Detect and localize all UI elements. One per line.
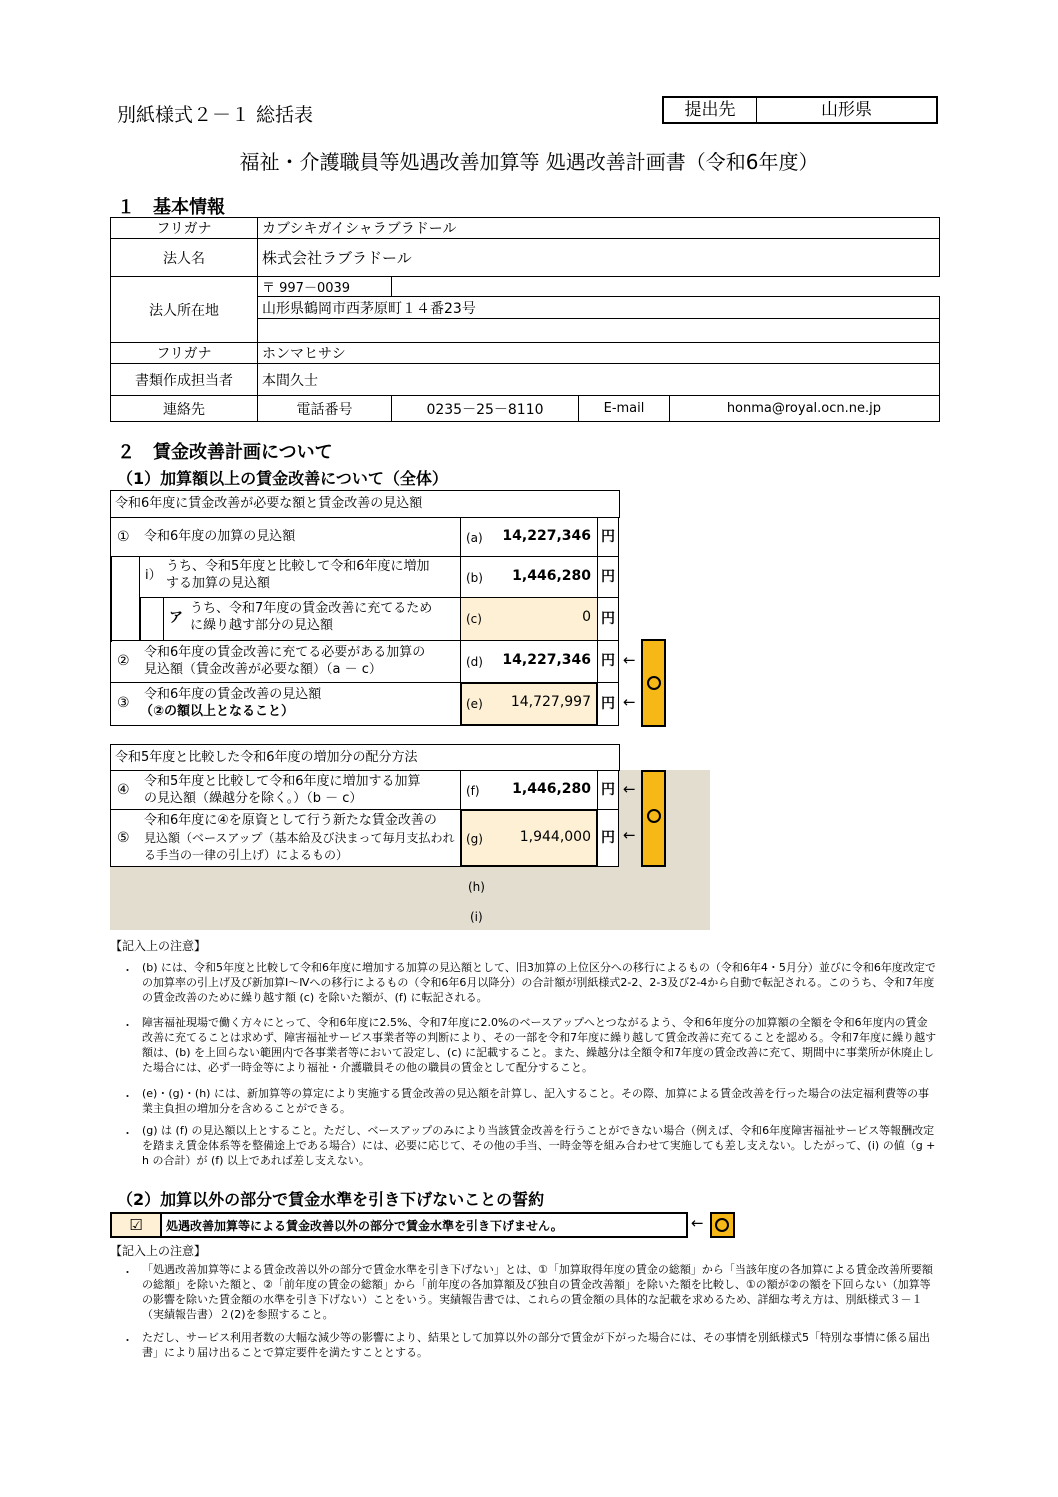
row-h-letter: (h) [468,880,485,894]
row-i-letter: (b) [466,571,483,585]
row4-text1: 令和5年度と比較して令和6年度に増加する加算 [144,774,421,789]
corp-name-label: 法人名 [111,239,258,277]
furigana-label-2: フリガナ [111,343,258,364]
page-title: 福祉・介護職員等処遇改善加算等 処遇改善計画書（令和6年度） [239,150,819,174]
row1-yen: 円 [597,517,619,557]
row3-text2: （②の額以上となること） [140,704,295,719]
row-i-total-letter: (i) [470,910,483,924]
row5-text3: る手当の一律の引上げ）によるもの） [144,848,349,862]
furigana-corp: カブシキガイシャラブラドール [258,218,940,239]
row3-text1: 令和6年度の賃金改善の見込額 [144,687,322,702]
note4-text: (g) は (f) の見込額以上とすること。ただし、ベースアップのみにより当該賃金改善を行うことができない場合（例えば、令和6年度障害福祉サービス等報酬改定を踏まえ賃金体系等を整備途上である場合）には、必要に応じて、その他の手当、一時金等を組み合わせて実施しても差し支えない。したがって、(i) の値（g + h の合計）が (f) 以上であれば差し支えない。 [142,1124,936,1167]
row3-value: 14,727,997 [510,694,591,710]
contact-label: 連絡先 [111,396,258,422]
row4-text2: の見込額（繰越分を除く。）（b － c） [144,791,363,806]
section1-heading: １ 基本情報 [117,197,225,218]
row3-arrow-icon: ← [623,693,636,711]
address: 山形県鶴岡市西茅原町１４番23号 [258,297,940,319]
row-a-text2: に繰り越す部分の見込額 [190,618,334,633]
note5-text: 「処遇改善加算等による賃金改善以外の部分で賃金水準を引き下げない」とは、①「加算取得年度の賃金の総額」から「当該年度の各加算による賃金改善所要額の総額」を除いた額と、②「前年度の賃金の総額」から「前年度の各加算額及び独自の賃金改善額」を除いた額を比較し、①の額が②の額を下回らない（加算等の影響を除いた賃金額の水準を引き下げない）ことをいう。実績報告書では、これらの賃金額の具体的な記載を求めるため、詳細な考え方は、別紙様式３－１（実績報告書）２(2)を参照すること。 [142,1263,933,1321]
row2-value: 14,227,346 [502,652,591,668]
row3-yen: 円 [597,682,619,726]
row4-number: ④ [117,782,130,798]
row5-letter: (g) [466,832,483,846]
row4-letter: (f) [466,784,480,798]
row-i-number: ⅰ） [145,568,162,583]
circle-check-icon [715,1218,729,1232]
row-i-value: 1,446,280 [512,568,591,584]
email-label: E-mail [579,396,670,422]
submit-value: 山形県 [821,100,872,120]
row1-letter: (a) [466,531,483,545]
row5-text2: 見込額（ベースアップ（基本給及び決まって毎月支払われ [144,831,455,845]
postal-code: 〒 997－0039 [258,277,392,297]
author-label: 書類作成担当者 [111,364,258,396]
row2-text1: 令和6年度の賃金改善に充てる必要がある加算の [144,645,426,660]
author-name: 本間久士 [258,364,940,396]
note1-text: (b) には、令和5年度と比較して令和6年度に増加する加算の見込額として、旧3加算の上位区分への移行によるもの（令和6年4・5月分）並びに令和6年度改定での加算率の引上げ及び新加算Ⅰ～Ⅳへの移行によるもの（令和6年6月以降分）の合計額が別紙様式2-2、2-3及び2-4から自動で転記される。このうち、令和7年度の賃金改善のために繰り越す額 (c) を除いた額が、(f) に転記される。 [142,961,936,1004]
email-value: honma@royal.ocn.ne.jp [670,396,940,422]
row-i-yen: 円 [597,556,619,598]
note3-bullet: ・ [122,1090,133,1103]
row2-letter: (d) [466,655,483,669]
row3-number: ③ [117,695,130,711]
pledge-checkbox[interactable]: ☑ [112,1214,160,1236]
section2-heading: ２ 賃金改善計画について [117,442,333,463]
basic-info-table [110,217,940,422]
corp-name: 株式会社ラブラドール [258,239,940,277]
row-i-text1: うち、令和5年度と比較して令和6年度に増加 [166,559,430,574]
pledge-text: 処遇改善加算等による賃金改善以外の部分で賃金水準を引き下げません。 [166,1219,563,1233]
circle-check-icon [647,676,661,690]
table1-header: 令和6年度に賃金改善が必要な額と賃金改善の見込額 [110,490,620,518]
subsection1-heading: （1）加算額以上の賃金改善について（全体） [117,469,448,488]
note6-bullet: ・ [122,1334,133,1347]
phone-value: 0235－25－8110 [392,396,579,422]
row2-yen: 円 [597,640,619,683]
row1-value: 14,227,346 [502,528,591,544]
circle-check-icon [647,809,661,823]
address-label: 法人所在地 [111,277,258,343]
note3-text: (e)・(g)・(h) には、新加算等の算定により実施する賃金改善の見込額を計算し、記入すること。その際、加算による賃金改善を行った場合の法定福利費等の事業主負担の増加分を含めることができる。 [142,1087,929,1115]
row5-number: ⑤ [117,830,130,846]
row-a-yen: 円 [597,597,619,641]
submit-label: 提出先 [664,98,757,122]
row4-arrow-icon: ← [623,780,636,798]
note4-bullet: ・ [122,1127,133,1140]
row5-text1: 令和6年度に④を原資として行う新たな賃金改善の [144,813,437,828]
notes-heading: 【記入上の注意】 [110,939,207,953]
row2-arrow-icon: ← [623,651,636,669]
submit-to-box [662,96,938,124]
furigana-person: ホンマヒサシ [258,343,940,364]
subsection2-heading: （2）加算以外の部分で賃金水準を引き下げないことの誓約 [117,1190,545,1209]
row2-number: ② [117,653,130,669]
note2-bullet: ・ [122,1019,133,1032]
row-a-value: 0 [582,609,591,625]
row5-value: 1,944,000 [519,829,591,845]
row4-yen: 円 [597,770,619,810]
row-a-letter: (c) [466,612,482,626]
row5-arrow-icon: ← [623,826,636,844]
row5-yen: 円 [597,809,619,867]
note5-bullet: ・ [122,1266,133,1279]
note2-text: 障害福祉現場で働く方々にとって、令和6年度に2.5%、令和7年度に2.0%のベースアップへとつながるよう、令和6年度分の加算額の全額を令和6年度内の賃金改善に充てることは求めず、障害福祉サービス事業者等の判断により、その一部を令和7年度に繰り越して賃金改善に充てることを認める。令和7年度に繰り越す額は、(b) を上回らない範囲内で各事業者等において設定し、(c) に記載すること。また、繰越分は全額令和7年度の賃金改善に充て、期間中に事業所が休廃止した場合には、必ず一時金等により福祉・介護職員その他の職員の賃金として配分すること。 [142,1016,937,1074]
note1-bullet: ・ [122,964,133,977]
row4-value: 1,446,280 [512,781,591,797]
notes2-heading: 【記入上の注意】 [110,1244,207,1258]
pledge-arrow-icon: ← [691,1214,704,1232]
row3-letter: (e) [466,697,483,711]
row2-text2: 見込額（賃金改善が必要な額）（a － c） [144,662,382,677]
phone-label: 電話番号 [258,396,392,422]
row1-text: 令和6年度の加算の見込額 [144,529,296,544]
row-a-text1: うち、令和7年度の賃金改善に充てるため [190,601,433,616]
row-i-text2: する加算の見込額 [166,576,271,591]
form-title: 別紙様式２－１ 総括表 [117,104,314,126]
note6-text: ただし、サービス利用者数の大幅な減少等の影響により、結果として加算以外の部分で賃金が下がった場合には、その事情を別紙様式5「特別な事情に係る届出書」により届け出ることで算定要件を満たすこととする。 [142,1331,930,1359]
row1-number: ① [117,529,130,545]
table2-header: 令和5年度と比較した令和6年度の増加分の配分方法 [110,744,620,771]
furigana-label: フリガナ [111,218,258,239]
row-a-number: ア [169,610,183,626]
